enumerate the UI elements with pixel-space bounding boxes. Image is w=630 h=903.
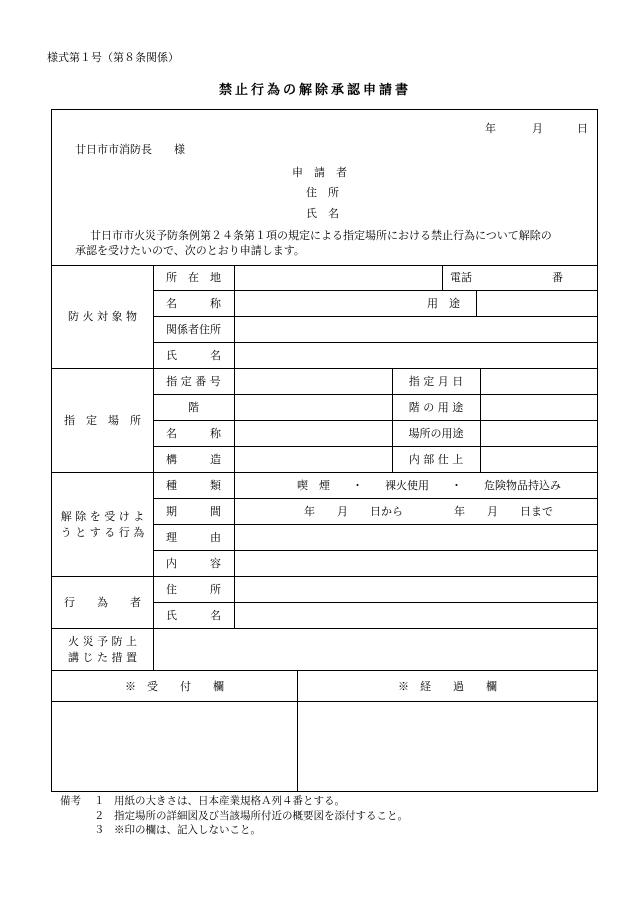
phone-number-label: 番 bbox=[552, 271, 563, 284]
applicant-label: 申 請 者 bbox=[292, 166, 347, 179]
applicant-name-label: 氏 名 bbox=[306, 207, 339, 220]
remarks-label: 備考 bbox=[60, 795, 81, 807]
designation-date-label: 指 定 月 日 bbox=[408, 375, 464, 388]
measures-label-line1: 火 災 予 防 上 bbox=[68, 635, 137, 648]
remark-1-text: 用紙の大きさは、日本産業規格Ａ列４番とする。 bbox=[114, 795, 345, 807]
structure-label: 構 造 bbox=[166, 453, 221, 466]
related-address-label: 関係者住所 bbox=[166, 323, 221, 336]
actor-name-label: 氏 名 bbox=[166, 609, 221, 622]
remark-2-text: 指定場所の詳細図及び当該場所付近の概要図を添付すること。 bbox=[114, 810, 408, 822]
reason-label: 理 由 bbox=[166, 531, 221, 544]
floor-use-label: 階 の 用 途 bbox=[408, 401, 464, 414]
actor-label: 行 為 者 bbox=[64, 596, 141, 609]
date-year: 年 bbox=[485, 122, 496, 135]
place-name-label: 名 称 bbox=[166, 427, 221, 440]
date-day: 日 bbox=[577, 122, 588, 135]
reception-column-header: ※ 受 付 欄 bbox=[125, 680, 224, 693]
types-text: 喫 煙 ・ 裸火使用 ・ 危険物品持込み bbox=[297, 479, 561, 492]
release-act-label-line1: 解 除 を 受 け よ bbox=[60, 510, 145, 523]
period-from: 年 月 日から bbox=[304, 505, 403, 518]
remark-3-number: ３ bbox=[94, 824, 105, 836]
application-form bbox=[51, 109, 598, 792]
fire-object-label: 防 火 対 象 物 bbox=[68, 310, 137, 323]
designated-place-label: 指 定 場 所 bbox=[64, 414, 141, 427]
progress-column-header: ※ 経 過 欄 bbox=[398, 680, 497, 693]
applicant-address-label: 住 所 bbox=[306, 186, 339, 199]
measures-label-line2: 講 じ た 措 置 bbox=[68, 651, 137, 664]
place-use-label: 場所の用途 bbox=[408, 427, 464, 440]
related-name-label: 氏 名 bbox=[166, 349, 221, 362]
release-act-label-line2: う と す る 行 為 bbox=[60, 526, 145, 539]
period-to: 年 月 日まで bbox=[454, 505, 553, 518]
period-label: 期 間 bbox=[166, 505, 221, 518]
use-label: 用 途 bbox=[427, 297, 460, 310]
document-title: 禁止行為の解除承認申請書 bbox=[218, 83, 411, 98]
addressee: 廿日市市消防長 様 bbox=[75, 143, 185, 156]
interior-label: 内 部 仕 上 bbox=[408, 453, 464, 466]
content-label: 内 容 bbox=[166, 557, 221, 570]
designation-no-label: 指 定 番 号 bbox=[166, 375, 221, 388]
type-label: 種 類 bbox=[166, 479, 221, 492]
form-id: 様式第１号（第８条関係） bbox=[47, 51, 179, 64]
floor-label: 階 bbox=[188, 401, 199, 414]
phone-label: 電話 bbox=[450, 271, 472, 284]
location-label: 所 在 地 bbox=[166, 271, 221, 284]
remark-2-number: ２ bbox=[94, 810, 105, 822]
remark-3-text: ※印の欄は、記入しないこと。 bbox=[114, 824, 261, 836]
remark-1-number: １ bbox=[94, 795, 105, 807]
object-name-label: 名 称 bbox=[166, 297, 221, 310]
date-month: 月 bbox=[532, 122, 543, 135]
actor-address-label: 住 所 bbox=[166, 583, 221, 596]
body-text-line1: 廿日市市火災予防条例第２４条第１項の規定による指定場所における禁止行為について解除の bbox=[90, 229, 552, 242]
body-text-line2: 承認を受けたいので、次のとおり申請します。 bbox=[75, 244, 305, 257]
